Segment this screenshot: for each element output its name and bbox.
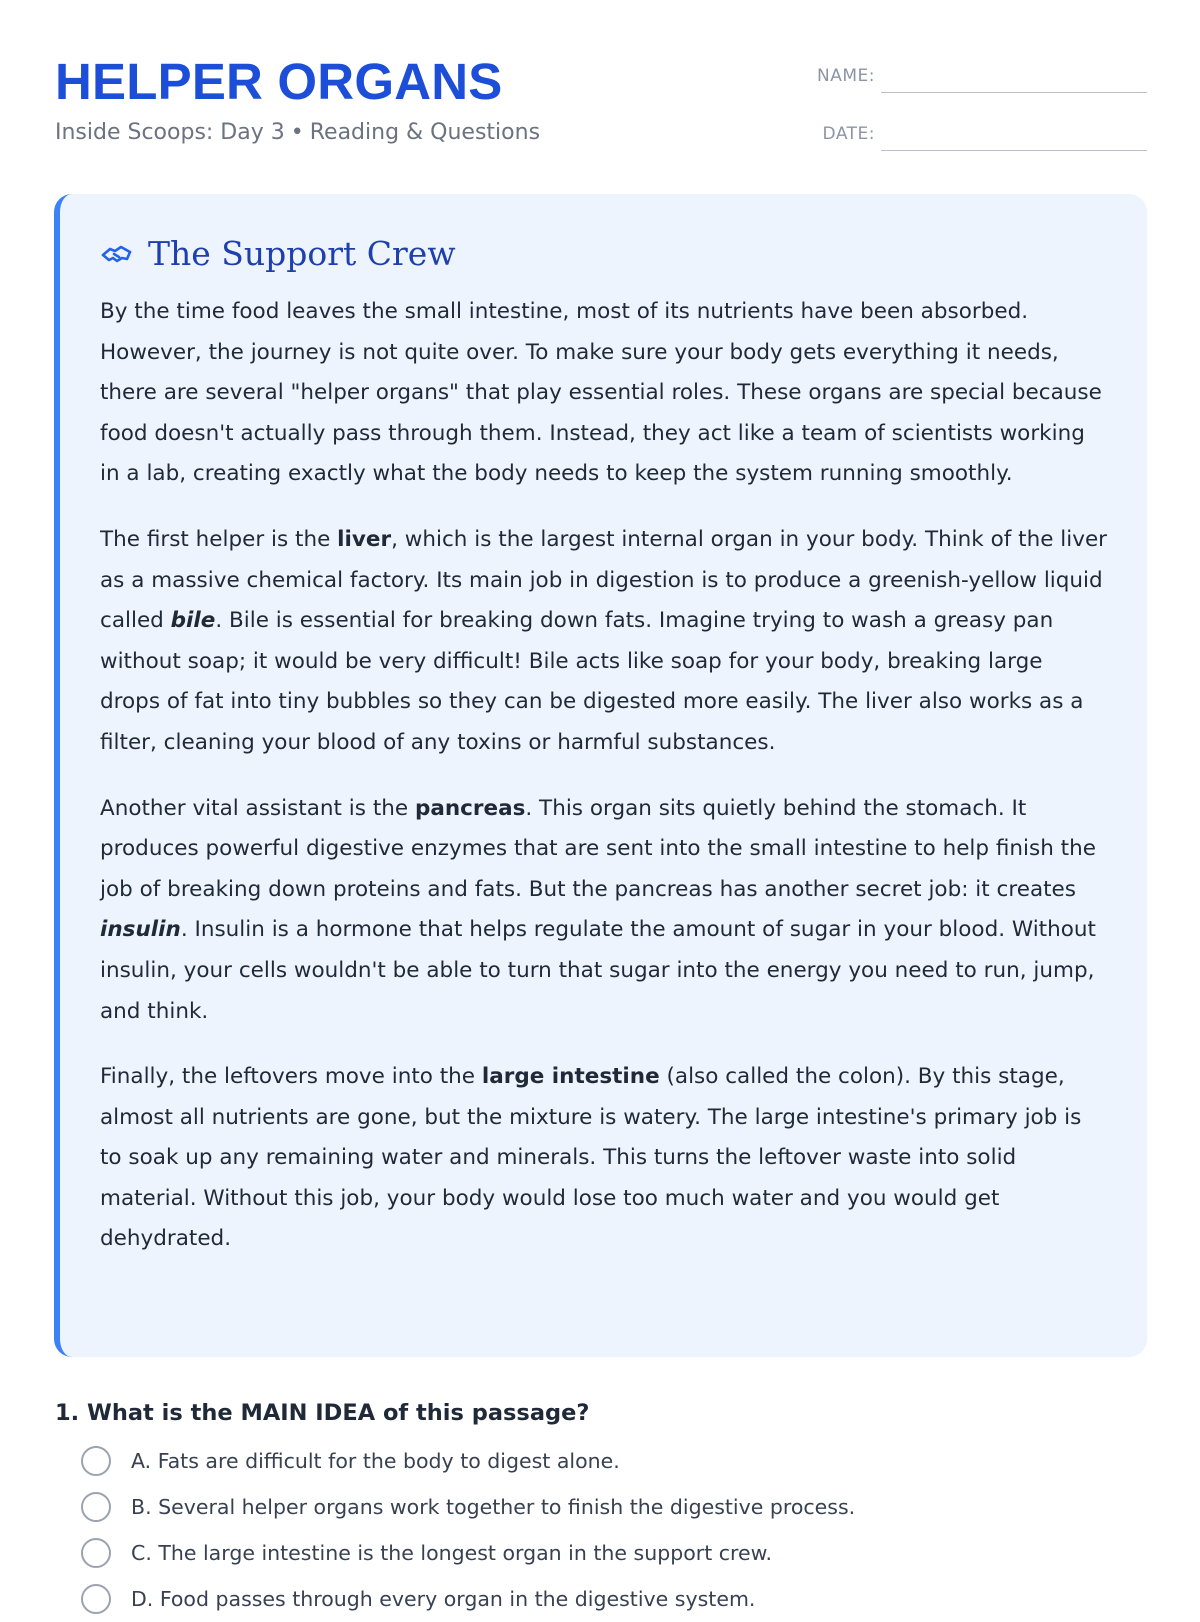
p3-text-b: . This organ sits quietly behind the stomach. It produces powerful digestive enzymes that are sent into the small intestine to help finish the job of breaking down proteins and fats. But the pancreas has another secret job: it creates (100, 795, 1096, 902)
p3-text-a: Another vital assistant is the (100, 795, 415, 821)
page-subtitle (55, 118, 540, 148)
option-label: A. Fats are difficult for the body to digest alone. (131, 1449, 620, 1473)
p3-text-c: . Insulin is a hormone that helps regulate the amount of sugar in your blood. Without insulin, your cells wouldn't be able to turn that sugar into the energy you need to run, jump, and think. (100, 917, 1096, 1024)
passage-title (100, 234, 1109, 274)
radio-button[interactable] (81, 1584, 111, 1614)
term-liver: liver (337, 526, 392, 552)
p2-text-a: The first helper is the (100, 526, 338, 552)
subtitle-lesson: Inside Scoops: Day 3 (55, 120, 285, 145)
term-large-intestine: large intestine (481, 1064, 660, 1090)
p2-text-b: , which is the largest internal organ in your body. Think of the liver as a massive chemical factory. Its main job in digestion is to produce a greenish-yellow liquid called (100, 526, 1108, 634)
option-label: D. Food passes through every organ in the digestive system. (131, 1587, 756, 1611)
name-line[interactable] (881, 92, 1147, 93)
term-insulin: insulin (100, 917, 181, 943)
reading-passage (54, 194, 1147, 1357)
passage-paragraph-4 (100, 1057, 1109, 1260)
page-title: HELPER ORGANS (55, 53, 503, 110)
question-1-option-d[interactable] (55, 1576, 1147, 1622)
passage-paragraph-3 (100, 789, 1109, 1033)
question-1-option-b[interactable] (55, 1484, 1147, 1530)
p2-text-c: . Bile is essential for breaking down fats. Imagine trying to wash a greasy pan without soap; it would be very difficult! Bile acts like soap for your body, breaking large drops of fat into tiny bubbles so they can be digested more easily. The liver also works as a filter, cleaning your blood of any toxins or harmful substances. (100, 608, 1084, 755)
passage-paragraph-1: By the time food leaves the small intestine, most of its nutrients have been absorbed. However, the journey is not quite over. To make sure your body gets everything it needs, there are several "helper organs" that play essential roles. These organs are special because food doesn't actually pass through them. Instead, they act like a team of scientists working in a lab, creating exactly what the body needs to keep the system running smoothly. (100, 299, 1102, 487)
date-field[interactable] (809, 118, 1147, 158)
passage-paragraph-2 (100, 520, 1109, 764)
term-bile: bile (170, 608, 216, 634)
subtitle-separator: • (290, 120, 304, 145)
date-line[interactable] (881, 150, 1147, 151)
question-1-option-c[interactable] (55, 1530, 1147, 1576)
question-section (55, 1398, 1147, 1622)
question-1-option-a[interactable] (55, 1438, 1147, 1484)
handshake-icon (100, 241, 134, 267)
subtitle-activity: Reading & Questions (309, 120, 541, 145)
p4-text-a: Finally, the leftovers move into the (100, 1064, 482, 1090)
name-field[interactable] (809, 60, 1147, 100)
option-label: B. Several helper organs work together to finish the digestive process. (131, 1495, 856, 1519)
term-pancreas: pancreas (414, 795, 526, 821)
name-label: NAME: (817, 66, 875, 86)
radio-button[interactable] (81, 1492, 111, 1522)
radio-button[interactable] (81, 1446, 111, 1476)
worksheet-header (55, 52, 1147, 162)
question-1-text: 1. What is the MAIN IDEA of this passage? (55, 1400, 590, 1426)
passage-heading: The Support Crew (148, 234, 456, 273)
question-1 (55, 1398, 1147, 1622)
date-label: DATE: (822, 124, 875, 144)
p4-text-b: (also called the colon). By this stage, almost all nutrients are gone, but the mixture is watery. The large intestine's primary job is to soak up any remaining water and minerals. This turns the leftover waste into solid material. Without this job, your body would lose too much water and you would get dehydrated. (100, 1064, 1082, 1252)
radio-button[interactable] (81, 1538, 111, 1568)
option-label: C. The large intestine is the longest organ in the support crew. (131, 1541, 773, 1565)
